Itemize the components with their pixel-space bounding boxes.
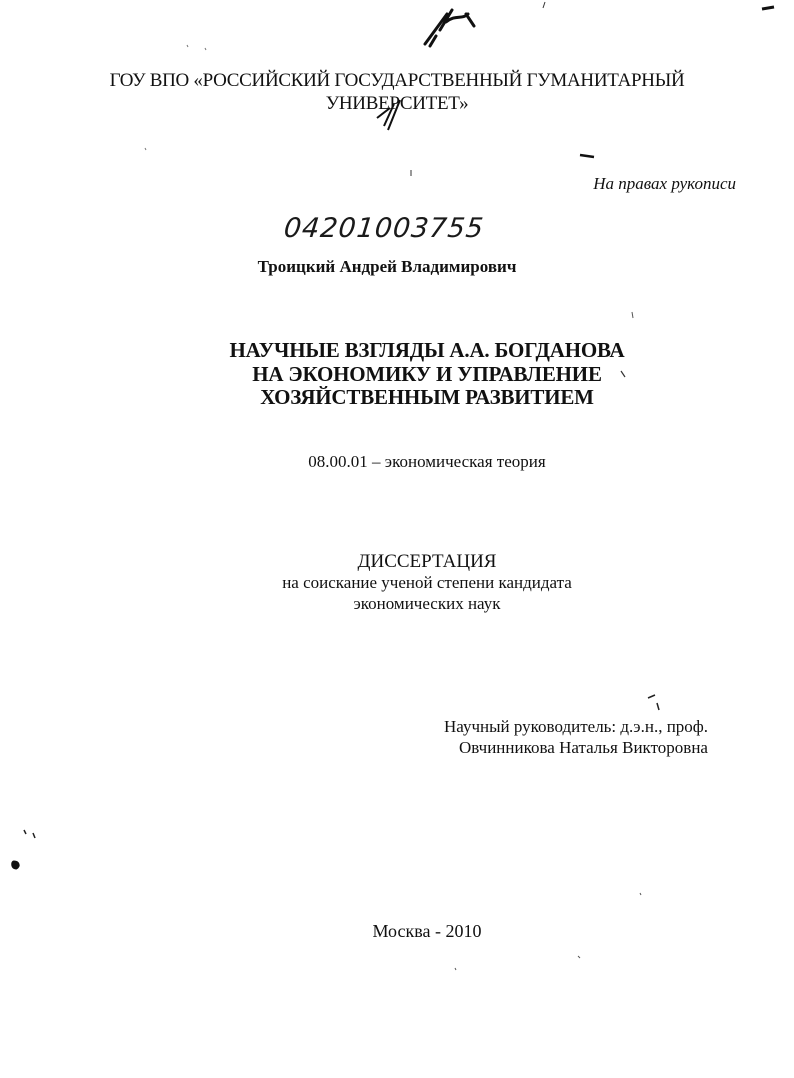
supervisor-line-2: Овчинникова Наталья Викторовна	[459, 738, 708, 757]
dissertation-degree-line-2: экономических наук	[353, 594, 501, 613]
dissertation-heading: ДИССЕРТАЦИЯ	[357, 551, 497, 572]
handwritten-registration-number: 04201003755	[282, 213, 486, 244]
dissertation-degree-line-1: на соискание ученой степени кандидата	[282, 573, 572, 592]
organization-line-1: ГОУ ВПО «РОССИЙСКИЙ ГОСУДАРСТВЕННЫЙ ГУМАНИТАРНЫЙ	[109, 70, 685, 91]
manuscript-rights-note: На правах рукописи	[593, 174, 736, 193]
specialty-code: 08.00.01 – экономическая теория	[308, 452, 546, 471]
title-line-2: НА ЭКОНОМИКУ И УПРАВЛЕНИЕ	[252, 362, 602, 386]
city-year: Москва - 2010	[372, 921, 482, 941]
organization-line-2: УНИВЕРСИТЕТ»	[325, 93, 469, 114]
supervisor-line-1: Научный руководитель: д.э.н., проф.	[444, 717, 709, 736]
title-line-1: НАУЧНЫЕ ВЗГЛЯДЫ А.А. БОГДАНОВА	[229, 338, 625, 362]
title-line-3: ХОЗЯЙСТВЕННЫМ РАЗВИТИЕМ	[260, 385, 594, 409]
author-name: Троицкий Андрей Владимирович	[257, 257, 517, 276]
